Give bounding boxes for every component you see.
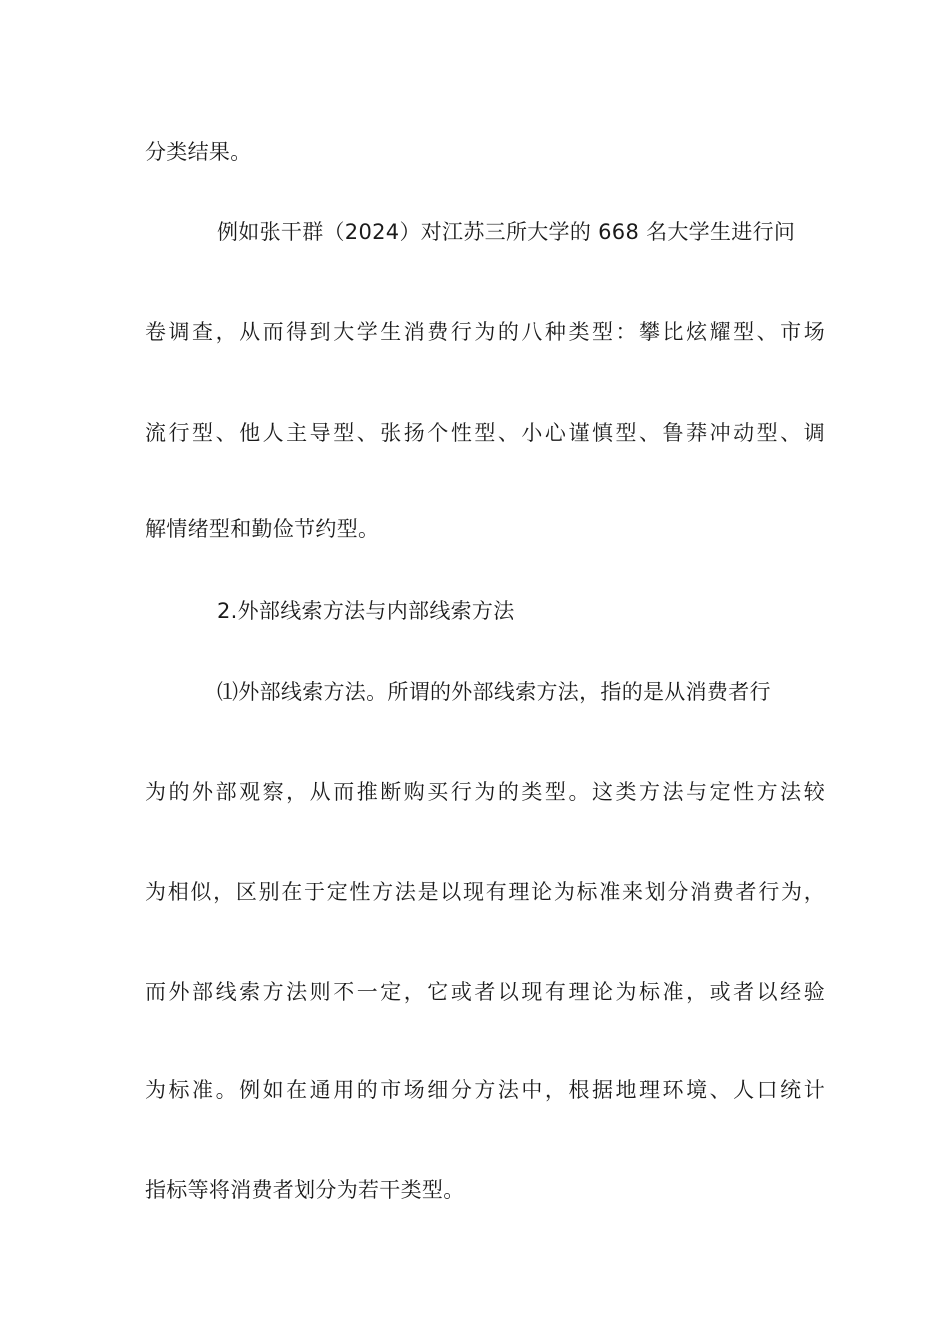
paragraph-line: 流行型、他人主导型、张扬个性型、小心谨慎型、鲁莽冲动型、调 [145,421,825,445]
paragraph-line: 卷调查，从而得到大学生消费行为的八种类型：攀比炫耀型、市场 [145,320,825,344]
paragraph-line: 而外部线索方法则不一定，它或者以现有理论为标准，或者以经验 [145,980,825,1004]
paragraph-line: 解情绪型和勤俭节约型。 [145,517,380,541]
paragraph-line: 分类结果。 [145,140,252,164]
section-heading: 2.外部线索方法与内部线索方法 [217,599,515,623]
paragraph-line: 为标准。例如在通用的市场细分方法中，根据地理环境、人口统计 [145,1078,825,1102]
paragraph-line: 指标等将消费者划分为若干类型。 [145,1178,465,1202]
paragraph-line: 为相似，区别在于定性方法是以现有理论为标准来划分消费者行为， [145,880,825,904]
paragraph-line: 例如张干群（2024）对江苏三所大学的 668 名大学生进行问 [217,220,796,244]
paragraph-line: ⑴外部线索方法。所谓的外部线索方法，指的是从消费者行 [217,680,771,704]
paragraph-line: 为的外部观察，从而推断购买行为的类型。这类方法与定性方法较 [145,780,825,804]
